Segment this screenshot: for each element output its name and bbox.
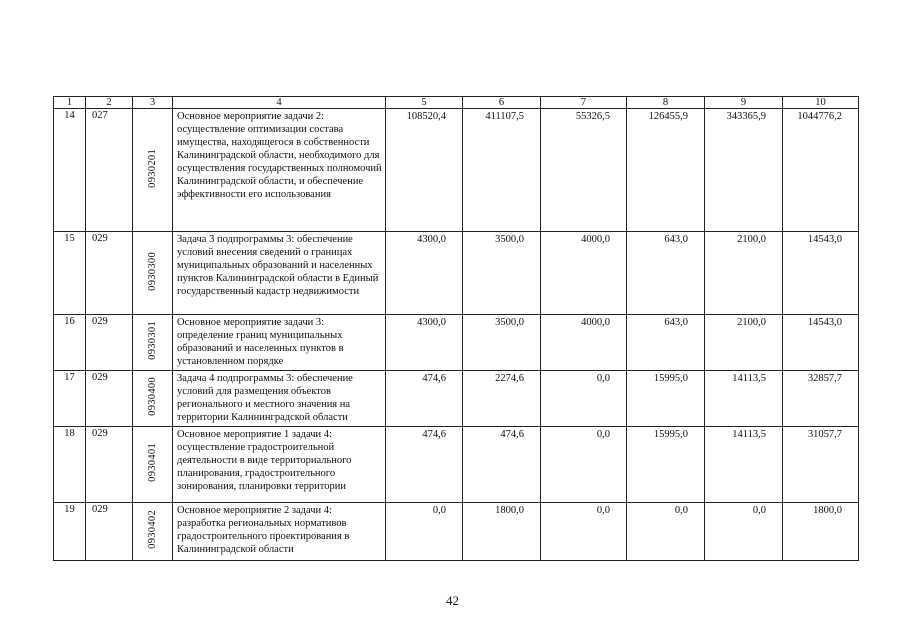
column-header: 3 [133, 97, 173, 109]
row-number: 14 [54, 109, 86, 232]
value-cell: 4000,0 [541, 315, 627, 371]
row-code: 029 [86, 427, 133, 503]
page-number: 42 [446, 593, 459, 608]
row-number: 18 [54, 427, 86, 503]
row-description: Основное мероприятие задачи 3: определение границ муниципальных образований и населенных пунктов в установленном порядке [173, 315, 386, 371]
table-row [54, 371, 859, 427]
row-code: 029 [86, 232, 133, 315]
value-cell: 2100,0 [705, 315, 783, 371]
program-code-cell [133, 427, 173, 503]
row-number: 19 [54, 503, 86, 561]
column-header: 9 [705, 97, 783, 109]
row-number: 15 [54, 232, 86, 315]
value-cell: 32857,7 [783, 371, 859, 427]
value-cell: 411107,5 [463, 109, 541, 232]
header-row [54, 97, 859, 109]
row-description: Основное мероприятие задачи 2: осуществление оптимизации состава имущества, находящегося в собственности Калининградской области, необходимого для осуществления государственных полномочий Калининградской области, и обеспечение эффективности его использования [173, 109, 386, 232]
program-code: 0930402 [147, 510, 158, 549]
value-cell: 14113,5 [705, 371, 783, 427]
row-code: 029 [86, 503, 133, 561]
column-header: 5 [386, 97, 463, 109]
value-cell: 474,6 [386, 371, 463, 427]
value-cell: 31057,7 [783, 427, 859, 503]
value-cell: 2274,6 [463, 371, 541, 427]
column-header: 4 [173, 97, 386, 109]
row-description: Задача 3 подпрограммы 3: обеспечение условий внесения сведений о границах муниципальных образований и населенных пунктов Калининградской области в Единый государственный кадастр недвижимости [173, 232, 386, 315]
table-row [54, 232, 859, 315]
program-code-cell [133, 232, 173, 315]
program-code: 0930401 [147, 443, 158, 482]
program-code: 0930400 [147, 377, 158, 416]
column-header: 2 [86, 97, 133, 109]
value-cell: 15995,0 [627, 371, 705, 427]
program-code: 0930201 [147, 148, 158, 188]
row-number: 16 [54, 315, 86, 371]
program-code-cell [133, 371, 173, 427]
value-cell: 474,6 [463, 427, 541, 503]
value-cell: 14543,0 [783, 315, 859, 371]
value-cell: 643,0 [627, 232, 705, 315]
table-row [54, 109, 859, 232]
value-cell: 1800,0 [783, 503, 859, 561]
value-cell: 4300,0 [386, 232, 463, 315]
column-header: 6 [463, 97, 541, 109]
row-number: 17 [54, 371, 86, 427]
value-cell: 126455,9 [627, 109, 705, 232]
value-cell: 1800,0 [463, 503, 541, 561]
value-cell: 4000,0 [541, 232, 627, 315]
value-cell: 0,0 [541, 371, 627, 427]
budget-table [53, 96, 859, 561]
column-header: 10 [783, 97, 859, 109]
table-row [54, 427, 859, 503]
value-cell: 2100,0 [705, 232, 783, 315]
row-code: 027 [86, 109, 133, 232]
column-header: 8 [627, 97, 705, 109]
table-row [54, 503, 859, 561]
value-cell: 0,0 [541, 503, 627, 561]
program-code-cell [133, 315, 173, 371]
value-cell: 3500,0 [463, 232, 541, 315]
value-cell: 0,0 [627, 503, 705, 561]
row-code: 029 [86, 315, 133, 371]
program-code: 0930301 [147, 321, 158, 360]
table-body [54, 97, 859, 561]
value-cell: 643,0 [627, 315, 705, 371]
column-header: 1 [54, 97, 86, 109]
value-cell: 0,0 [705, 503, 783, 561]
program-code-cell [133, 109, 173, 232]
value-cell: 343365,9 [705, 109, 783, 232]
value-cell: 3500,0 [463, 315, 541, 371]
value-cell: 55326,5 [541, 109, 627, 232]
value-cell: 15995,0 [627, 427, 705, 503]
value-cell: 14113,5 [705, 427, 783, 503]
table-row [54, 315, 859, 371]
column-header: 7 [541, 97, 627, 109]
value-cell: 1044776,2 [783, 109, 859, 232]
value-cell: 0,0 [541, 427, 627, 503]
value-cell: 14543,0 [783, 232, 859, 315]
value-cell: 474,6 [386, 427, 463, 503]
row-description: Задача 4 подпрограммы 3: обеспечение условий для размещения объектов регионального и местного значения на территории Калининградской области [173, 371, 386, 427]
program-code: 0930300 [147, 251, 158, 291]
row-code: 029 [86, 371, 133, 427]
program-code-cell [133, 503, 173, 561]
value-cell: 108520,4 [386, 109, 463, 232]
value-cell: 4300,0 [386, 315, 463, 371]
row-description: Основное мероприятие 1 задачи 4: осуществление градостроительной деятельности в виде территориального планирования, градостроительного зонирования, планировки территории [173, 427, 386, 503]
row-description: Основное мероприятие 2 задачи 4: разработка региональных нормативов градостроительного проектирования в Калининградской области [173, 503, 386, 561]
value-cell: 0,0 [386, 503, 463, 561]
